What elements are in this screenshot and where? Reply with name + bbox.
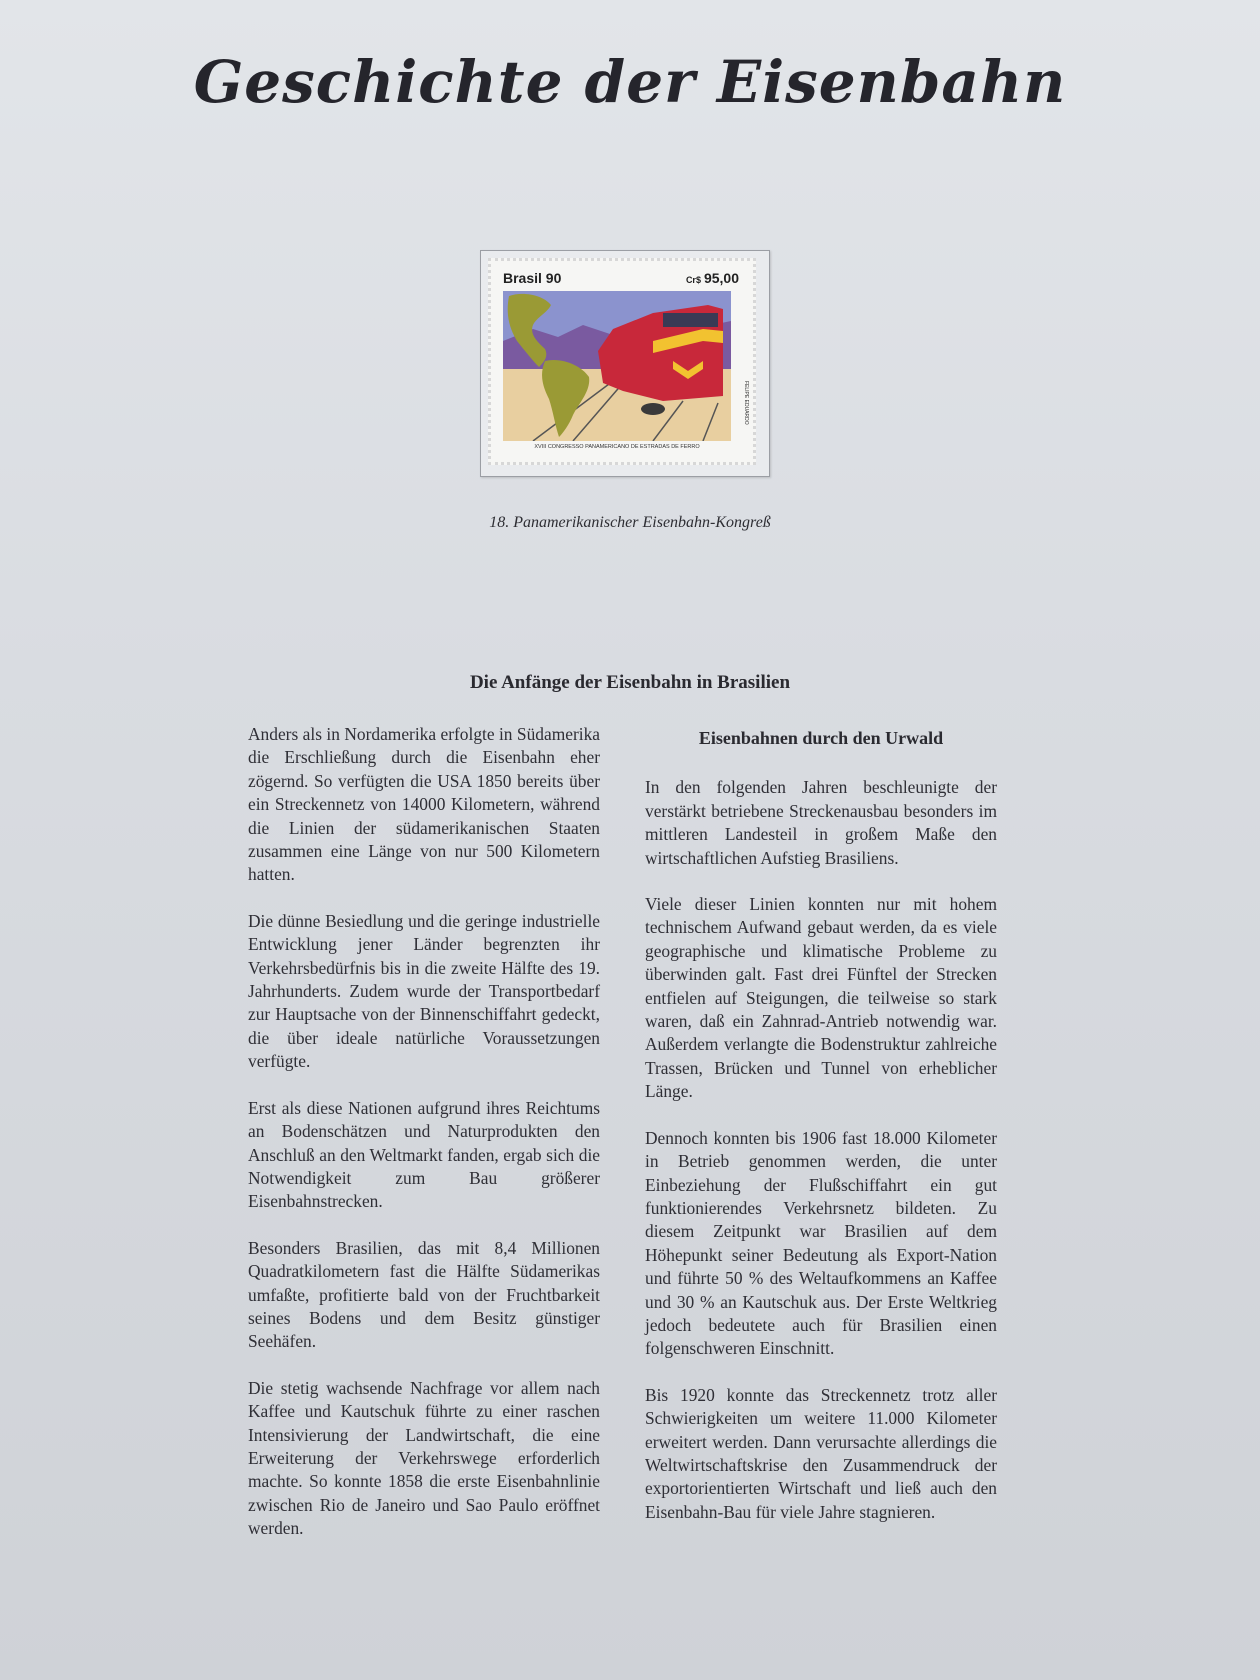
sub-heading: Eisenbahnen durch den Urwald xyxy=(698,728,944,748)
stamp-illustration xyxy=(503,291,731,441)
stamp-country: Brasil 90 xyxy=(503,270,562,286)
article-paragraph: Die stetig wachsende Nachfrage vor allem nach Kaffee und Kautschuk führte zu einer raschen Intensivierung der Landwirtschaft, die eine Erweiterung der Verkehrswege erforderlich machte. So konnte 1858 die erste Eisenbahnlinie zwischen Rio de Janeiro und Sao Paulo eröffnet werden. xyxy=(248,1377,600,1539)
article-paragraph: Erst als diese Nationen aufgrund ihres Reichtums an Bodenschätzen und Naturprodukten den Anschluß an den Weltmarkt fanden, ergab sich die Notwendigkeit zum Bau größerer Eisenbahnstrecken. xyxy=(248,1097,600,1212)
article-paragraph: Besonders Brasilien, das mit 8,4 Millionen Quadratkilometern fast die Hälfte Südamerikas umfaßte, profitierte bald von der Fruchtbarkeit seines Bodens und dem Besitz günstiger Seehäfen. xyxy=(248,1237,600,1352)
article-right-column xyxy=(645,723,997,1547)
stamp-designer: FELIPE EDUARDO xyxy=(743,381,749,425)
stamp-currency: Cr$ xyxy=(685,275,701,285)
article-paragraph: Bis 1920 konnte das Streckennetz trotz aller Schwierigkeiten um weitere 11.000 Kilometer erweitert werden. Dann verursachte allerdings die Weltwirtschaftskrise den Zusammendruck der exportorientierten Wirtschaft und ließ auch den Eisenbahn-Bau für viele Jahre stagnieren. xyxy=(645,1384,997,1522)
stamp-value-amount: 95,00 xyxy=(703,270,739,286)
stamp-mount xyxy=(480,250,770,477)
stamp-locomotive-window xyxy=(663,313,718,327)
article-paragraph: In den folgenden Jahren beschleunigte der verstärkt betriebene Streckenausbau besonders im mittleren Landesteil in großem Maße den wirtschaftlichen Aufstieg Brasiliens. xyxy=(645,777,997,868)
article-paragraph: Die dünne Besiedlung und die geringe industrielle Entwicklung jener Länder begrenzten ihr Verkehrsbedürfnis bis in die zweite Hälfte des 19. Jahrhunderts. Zudem wurde der Transportbedarf zur Hauptsache von der Binnenschiffahrt gedeckt, die über ideale natürliche Voraussetzungen verfügte. xyxy=(248,910,600,1072)
section-heading: Die Anfänge der Eisenbahn in Brasilien xyxy=(469,672,791,693)
article-left-column xyxy=(248,723,600,1564)
stamp-face-value xyxy=(686,270,739,286)
postage-stamp xyxy=(488,258,756,465)
article-paragraph: Anders als in Nordamerika erfolgte in Südamerika die Erschließung durch die Eisenbahn eher zögernd. So verfügten die USA 1850 bereits über ein Streckennetz von 14000 Kilometern, während die Linien der südamerikanischen Staaten zusammen eine Länge von nur 500 Kilometern hatten. xyxy=(248,724,600,885)
page-title: Geschichte der Eisenbahn xyxy=(193,48,1067,116)
stamp-label: 18. Panamerikanischer Eisenbahn-Kongreß xyxy=(489,514,771,531)
article-paragraph: Dennoch konnten bis 1906 fast 18.000 Kilometer in Betrieb genommen werden, die unter Einbeziehung der Flußschiffahrt ein gut funktionierendes Verkehrsnetz bildeten. Zu diesem Zeitpunkt war Brasilien auf dem Höhepunkt seiner Bedeutung als Export-Nation und führte 50 % des Weltaufkommens an Kaffee und 30 % an Kautschuk aus. Der Erste Weltkrieg jedoch bedeutete auch für Brasilien einen folgenschweren Einschnitt. xyxy=(645,1127,997,1359)
article-paragraph: Viele dieser Linien konnten nur mit hohem technischem Aufwand gebaut werden, da es viele geographische und klimatische Probleme zu überwinden galt. Fast drei Fünftel der Strecken entfielen auf Steigungen, die teilweise so stark waren, daß ein Zahnrad-Antrieb notwendig war. Außerdem verlangte die Bodenstruktur zahlreiche Trassen, Brücken und Tunnel von erheblicher Länge. xyxy=(645,894,997,1102)
stamp-figure xyxy=(641,403,665,415)
stamp-caption: XVIII CONGRESSO PANAMERICANO DE ESTRADAS DE FERRO xyxy=(534,444,700,450)
